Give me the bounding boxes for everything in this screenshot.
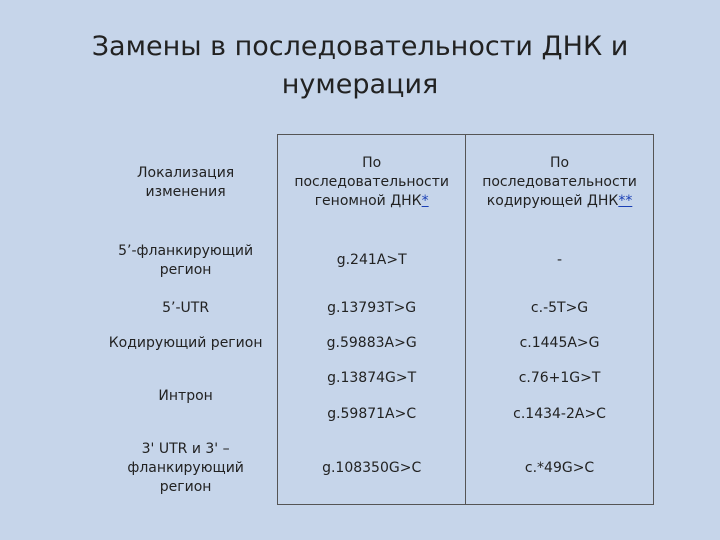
header-row [94, 135, 654, 231]
header-genomic-line-2: последовательности [294, 174, 450, 191]
region-line-3: регион [159, 479, 212, 495]
region-line-2: фланкирующий [127, 460, 244, 476]
genomic-cell: g.59871A>C [278, 397, 466, 433]
header-localization-line-2: изменения [145, 183, 226, 200]
table-row [94, 433, 654, 505]
region-line-2: регион [159, 261, 212, 278]
region-cell: Кодирующий регион [108, 335, 263, 351]
genomic-footnote-link[interactable]: * [421, 193, 429, 210]
header-coding-line-2: последовательности [482, 174, 637, 191]
coding-cell: c.1445A>G [466, 327, 654, 361]
table-row [94, 361, 654, 397]
genomic-cell: g.13793T>G [278, 291, 466, 327]
slide-title-line-1: Замены в последовательности ДНК и [91, 31, 629, 62]
header-localization [94, 135, 278, 231]
table-row [94, 231, 654, 291]
table-row [94, 291, 654, 327]
coding-cell: c.1434-2A>C [466, 397, 654, 433]
slide-title-line-2: нумерация [281, 69, 439, 100]
header-coding [466, 135, 654, 231]
region-cell [94, 231, 278, 291]
header-genomic-line-1: По [362, 155, 382, 172]
region-line-1: 3' UTR и 3' – [141, 441, 230, 457]
coding-cell: c.-5T>G [466, 291, 654, 327]
mutation-table [94, 134, 654, 505]
coding-cell: c.76+1G>T [466, 361, 654, 397]
genomic-cell: g.13874G>T [278, 361, 466, 397]
genomic-cell: g.241A>T [278, 231, 466, 291]
header-genomic [278, 135, 466, 231]
header-coding-line-3 [468, 192, 651, 211]
region-cell: 5’-UTR [162, 300, 210, 316]
genomic-cell: g.59883A>G [278, 327, 466, 361]
header-coding-line-1: По [550, 155, 570, 172]
header-coding-label: кодирующей ДНК [486, 193, 619, 210]
header-localization-line-1: Локализация [136, 164, 235, 181]
genomic-cell: g.108350G>C [278, 433, 466, 505]
region-cell: Интрон [158, 388, 213, 404]
header-genomic-label: геномной ДНК [314, 193, 422, 210]
coding-cell: c.*49G>C [466, 433, 654, 505]
region-cell [94, 433, 278, 505]
region-line-1: 5’-фланкирующий [118, 242, 254, 259]
coding-cell: - [466, 231, 654, 291]
coding-footnote-link[interactable]: ** [618, 193, 633, 210]
header-genomic-line-3 [280, 192, 463, 211]
table-row [94, 327, 654, 361]
slide-title [0, 28, 720, 104]
